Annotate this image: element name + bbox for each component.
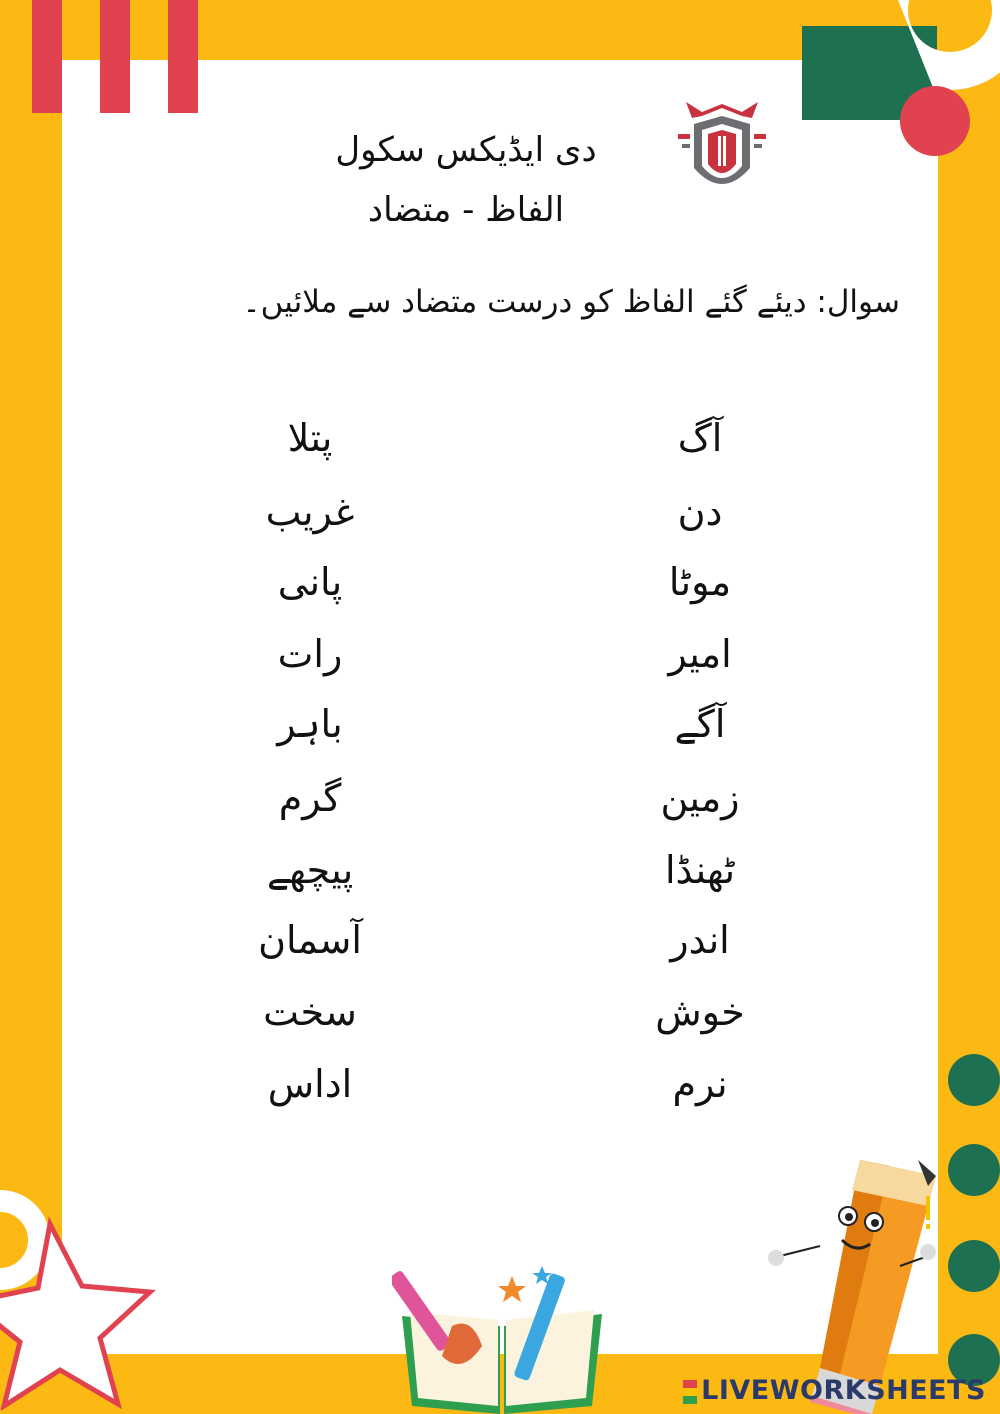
red-stripe-overlay-1 bbox=[32, 0, 62, 113]
word-left-3[interactable]: پانی bbox=[277, 560, 343, 604]
green-dot-1 bbox=[948, 1054, 1000, 1106]
question-text: سوال: دیئے گئے الفاظ کو درست متضاد سے ملائیں۔ bbox=[242, 284, 900, 320]
word-right-9[interactable]: خوش bbox=[655, 990, 745, 1034]
word-right-3[interactable]: موٹا bbox=[668, 560, 732, 604]
red-stripe-overlay-3 bbox=[168, 60, 198, 113]
red-stripe-overlay-2 bbox=[100, 60, 130, 113]
word-left-4[interactable]: رات bbox=[277, 632, 343, 676]
word-left-1[interactable]: پتلا bbox=[287, 416, 333, 460]
word-left-8[interactable]: آسمان bbox=[258, 918, 362, 962]
green-dot-2 bbox=[948, 1144, 1000, 1196]
word-right-6[interactable]: زمین bbox=[660, 776, 740, 820]
word-right-7[interactable]: ٹھنڈا bbox=[664, 848, 736, 892]
school-name: دی ایڈیکس سکول bbox=[335, 130, 597, 170]
word-right-8[interactable]: اندر bbox=[670, 918, 730, 962]
word-left-7[interactable]: پیچھے bbox=[266, 848, 354, 892]
liveworksheets-logo-icon bbox=[683, 1380, 697, 1404]
worksheet-subtitle: الفاظ - متضاد bbox=[367, 190, 565, 230]
word-right-1[interactable]: آگ bbox=[677, 416, 723, 460]
word-right-5[interactable]: آگے bbox=[674, 702, 726, 746]
word-left-2[interactable]: غریب bbox=[265, 490, 355, 534]
red-circle bbox=[900, 86, 970, 156]
word-left-10[interactable]: اداس bbox=[267, 1062, 353, 1106]
word-right-10[interactable]: نرم bbox=[672, 1062, 728, 1106]
liveworksheets-watermark bbox=[683, 1375, 986, 1406]
watermark-text: LIVEWORKSHEETS bbox=[701, 1375, 986, 1406]
word-left-5[interactable]: باہر bbox=[277, 702, 343, 746]
word-left-9[interactable]: سخت bbox=[263, 990, 357, 1034]
green-dot-3 bbox=[948, 1240, 1000, 1292]
word-right-2[interactable]: دن bbox=[677, 490, 723, 534]
word-left-6[interactable]: گرم bbox=[278, 776, 342, 820]
word-right-4[interactable]: امیر bbox=[668, 632, 732, 676]
star-outline-icon bbox=[0, 1210, 200, 1410]
book-illustration-icon bbox=[392, 1256, 612, 1414]
